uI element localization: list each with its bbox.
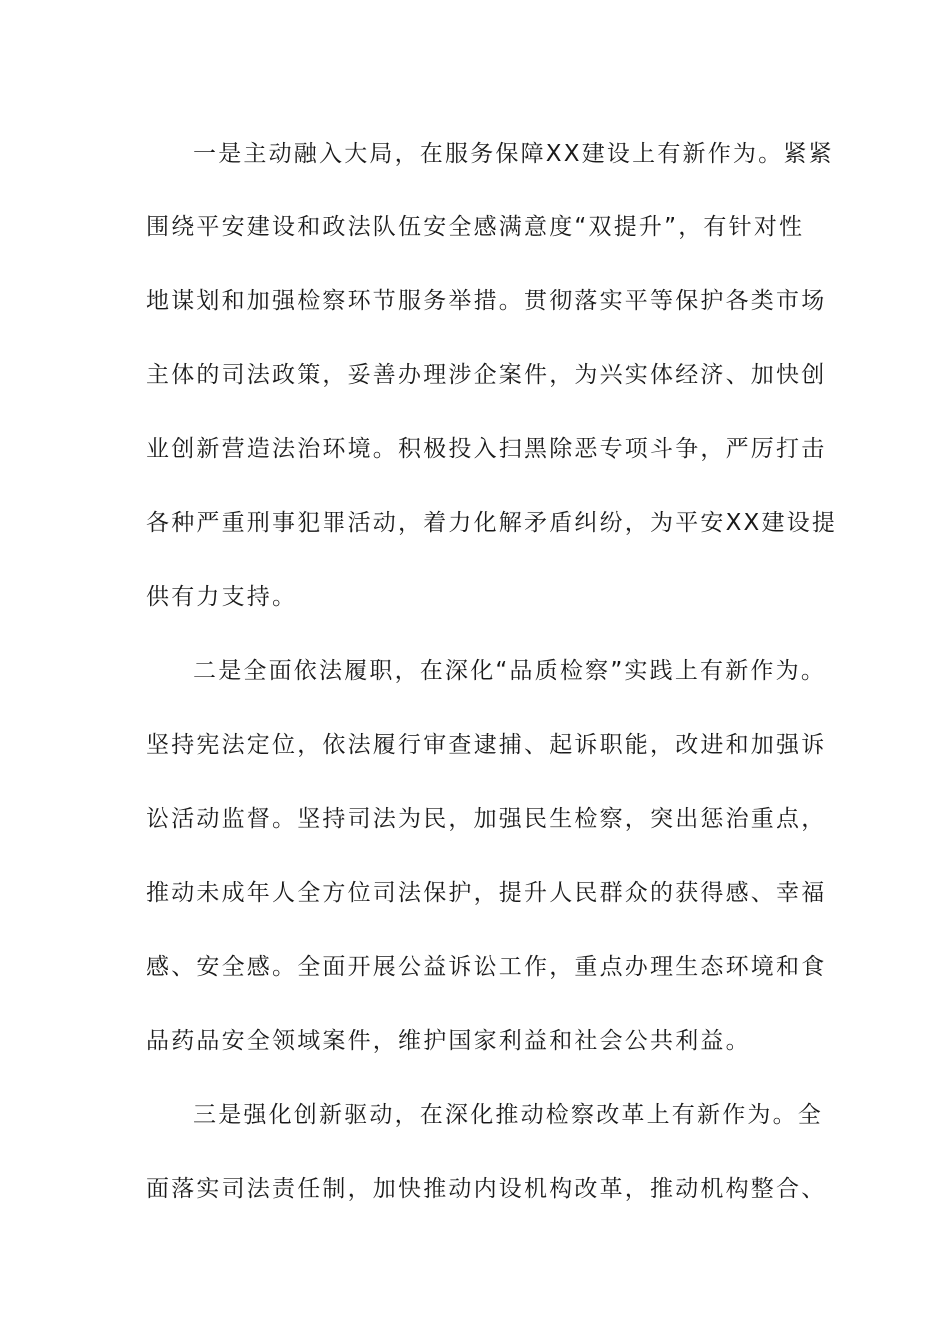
- paragraph-1-line-5: 业创新营造法治环境。积极投入扫黑除恶专项斗争，严厉打击: [146, 436, 827, 462]
- paragraph-2-line-5: 感、安全感。全面开展公益诉讼工作，重点办理生态环境和食: [146, 954, 827, 980]
- paragraph-2-line-6: 品药品安全领域案件，维护国家利益和社会公共利益。: [146, 1028, 751, 1054]
- paragraph-1-line-6: 各种严重刑事犯罪活动，着力化解矛盾纠纷，为平安XX建设提: [146, 510, 838, 536]
- paragraph-2-line-4: 推动未成年人全方位司法保护，提升人民群众的获得感、幸福: [146, 880, 827, 906]
- paragraph-1-line-2: 围绕平安建设和政法队伍安全感满意度“双提升”，有针对性: [146, 214, 805, 240]
- paragraph-2-line-3: 讼活动监督。坚持司法为民，加强民生检察，突出惩治重点，: [146, 806, 827, 832]
- paragraph-3-line-1: 三是强化创新驱动，在深化推动检察改革上有新作为。全: [193, 1102, 823, 1128]
- paragraph-2-line-1: 二是全面依法履职，在深化“品质检察”实践上有新作为。: [193, 658, 827, 684]
- paragraph-1-line-3: 地谋划和加强检察环节服务举措。贯彻落实平等保护各类市场: [146, 288, 827, 314]
- paragraph-1-line-4: 主体的司法政策，妥善办理涉企案件，为兴实体经济、加快创: [146, 362, 827, 388]
- paragraph-1-line-7: 供有力支持。: [146, 584, 298, 610]
- paragraph-1-line-1: 一是主动融入大局，在服务保障XX建设上有新作为。紧紧: [193, 141, 834, 167]
- paragraph-2-line-2: 坚持宪法定位，依法履行审查逮捕、起诉职能，改进和加强诉: [146, 732, 827, 758]
- paragraph-3-line-2: 面落实司法责任制，加快推动内设机构改革，推动机构整合、: [146, 1176, 827, 1202]
